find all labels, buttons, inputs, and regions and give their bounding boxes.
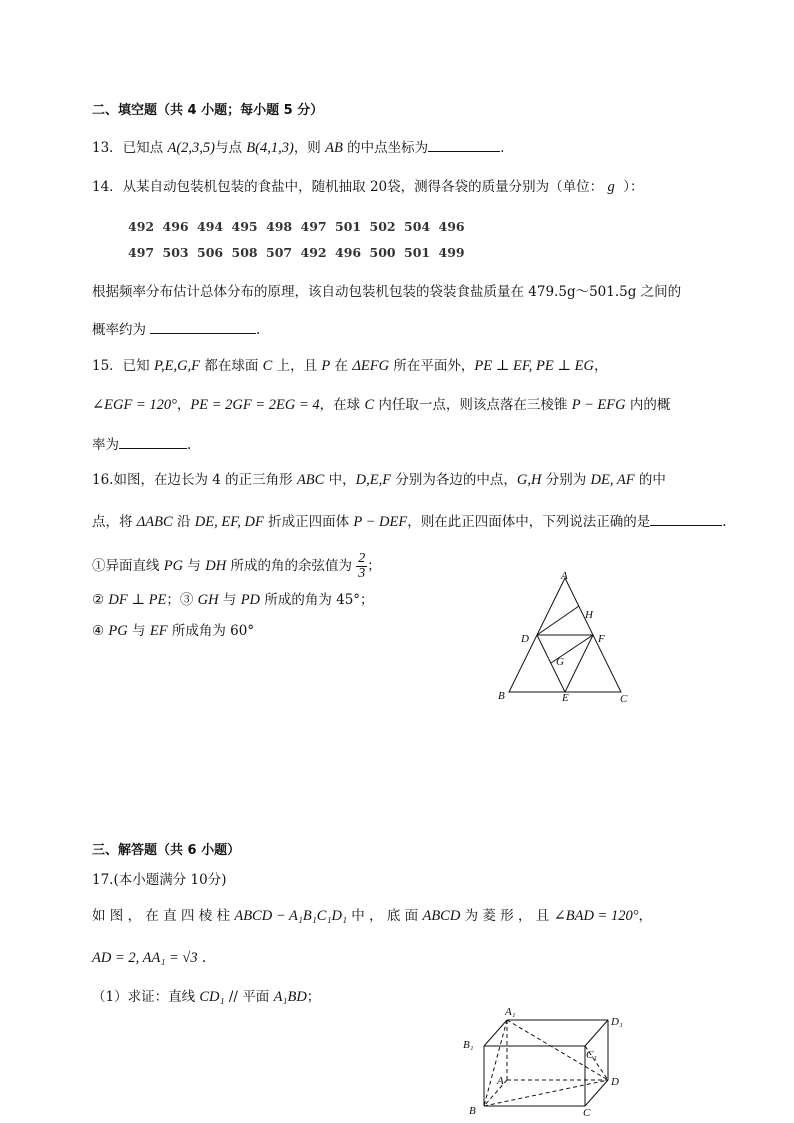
q15-answer-blank[interactable] — [119, 434, 187, 449]
q14-data-row-2 — [128, 245, 473, 260]
label-b1: B₁ — [463, 1039, 474, 1051]
q16-triangle: ABC — [296, 472, 325, 488]
fraction-denominator: 3 — [358, 566, 366, 581]
label-h: H — [585, 609, 593, 621]
q13-segment: AB — [325, 140, 343, 156]
q17-text: . — [197, 950, 207, 966]
segment-dh — [537, 606, 579, 635]
label-b: B — [469, 1105, 476, 1117]
q16-line-2 — [92, 511, 727, 532]
q16-text: 沿 — [172, 514, 195, 530]
triangle-figure — [490, 568, 640, 708]
q16-text: 所成的角的余弦值为 — [226, 558, 357, 574]
edge-a1b1 — [484, 1020, 507, 1046]
q16-tetrahedron: P − DEF — [353, 514, 408, 530]
q16-text: 16.如图，在边长为 4 的正三角形 — [92, 472, 297, 488]
q16-text: ①异面直线 — [92, 558, 164, 574]
q16-text: ；③ — [166, 592, 198, 608]
q16-line-gh: GH — [197, 592, 219, 608]
q14-data-value: 496 — [162, 219, 189, 234]
q17-text: 如 图 ， 在 直 四 棱 柱 — [92, 908, 235, 924]
q14-data-value: 502 — [369, 219, 396, 234]
label-d: D — [611, 1076, 619, 1088]
q15-text: 在 — [330, 358, 353, 374]
q17-prism: ABCD − A₁B₁C₁D₁ — [234, 908, 347, 924]
q15-text: 上，且 — [272, 358, 322, 374]
q15-text: 15．已知 — [92, 358, 154, 374]
q14-data-value: 506 — [197, 245, 224, 260]
q13-text: 与点 — [215, 140, 247, 156]
question-17-header: 17.(本小题满分 10分) — [92, 872, 227, 888]
q16-line-dh: DH — [205, 558, 227, 574]
q15-end: . — [187, 437, 192, 453]
q16-line-pg: PG — [108, 623, 128, 639]
q15-points: P,E,G,F — [153, 358, 201, 374]
q14-end: . — [256, 322, 261, 338]
q14-data-value: 501 — [404, 245, 431, 260]
q14-data-row-1 — [128, 219, 473, 234]
q16-answer-blank[interactable] — [650, 511, 722, 526]
q15-text: ， — [593, 358, 608, 374]
q16-text: ，则在此正四面体中，下列说法正确的是 — [407, 514, 651, 530]
q15-pyramid: P − EFG — [571, 397, 626, 413]
label-g: G — [556, 656, 564, 668]
q14-intro-end: ）： — [623, 179, 644, 195]
q13-text: 的中点坐标为 — [342, 140, 429, 156]
q14-data-value: 503 — [162, 245, 189, 260]
q17-text: 为 菱 形 ， 且 — [460, 908, 554, 924]
q16-text: 与 — [218, 592, 241, 608]
q15-text: 率为 — [92, 437, 119, 453]
q14-text: 概率约为 — [92, 322, 146, 338]
q15-perp: PE ⊥ EF, PE ⊥ EG — [474, 358, 594, 374]
segment-ef — [565, 635, 593, 692]
q17-part-1 — [92, 987, 320, 1007]
section-heading-fill-in: 二、填空题（共 4 小题；每小题 5 分） — [92, 103, 324, 118]
q14-intro: 14．从某自动包装机包装的食盐中，随机抽取 20袋，测得各袋的质量分别为（单位： — [92, 179, 604, 195]
q17-text: （1）求证：直线 — [92, 989, 200, 1005]
q13-answer-blank[interactable] — [428, 137, 500, 152]
q14-data-value: 499 — [438, 245, 465, 260]
q16-text: 与 — [127, 623, 150, 639]
q14-answer-blank[interactable] — [150, 319, 256, 334]
q16-text: 中， — [324, 472, 356, 488]
section-heading-solutions: 三、解答题（共 6 小题） — [92, 843, 241, 858]
q17-text: 中 ， 底 面 — [347, 908, 423, 924]
q16-text: 折成正四面体 — [263, 514, 354, 530]
q13-point-a: A(2,3,5) — [167, 140, 215, 156]
label-a: A — [561, 570, 568, 582]
question-17 — [92, 906, 652, 926]
q16-option-1 — [92, 552, 381, 581]
label-e: E — [562, 692, 569, 704]
q14-line-3 — [92, 319, 260, 340]
q14-data-value: 497 — [128, 245, 155, 260]
q14-data-value: 507 — [266, 245, 293, 260]
q16-text: 分别为各边的中点， — [391, 472, 517, 488]
label-c1: C₁ — [586, 1049, 598, 1061]
q14-data-value: 495 — [231, 219, 258, 234]
q16-option-2-3 — [92, 590, 374, 610]
q17-base: ABCD — [422, 908, 461, 924]
prism-figure — [455, 998, 635, 1120]
q16-text: 所成角为 60° — [167, 623, 255, 639]
q16-perp: DF ⊥ PE — [108, 592, 167, 608]
q14-unit: g — [607, 179, 615, 195]
label-d: D — [521, 633, 529, 645]
q15-text: ，在球 — [319, 397, 365, 413]
q15-text: 内任取一点，则该点落在三棱锥 — [374, 397, 572, 413]
q16-text: ② — [92, 592, 109, 608]
q16-text: 的中 — [634, 472, 666, 488]
q15-triangle: ΔEFG — [352, 358, 390, 374]
question-15 — [92, 356, 607, 376]
q15-sphere: C — [364, 397, 375, 413]
label-c: C — [583, 1107, 591, 1119]
q16-option-4 — [92, 621, 254, 641]
q17-line-cd1: CD₁ — [199, 989, 225, 1005]
q15-text: ， — [176, 397, 191, 413]
q16-line-pd: PD — [240, 592, 261, 608]
label-f: F — [598, 633, 605, 645]
question-13 — [92, 137, 504, 158]
q16-text: ； — [367, 558, 381, 574]
label-a1: A₁ — [505, 1006, 516, 1018]
q14-data-value: 504 — [404, 219, 431, 234]
q15-text: 内的概 — [625, 397, 671, 413]
q14-data-value: 492 — [300, 245, 327, 260]
q17-text: ， — [638, 908, 652, 924]
q16-text: 点，将 — [92, 514, 137, 530]
q15-sphere: C — [262, 358, 273, 374]
q14-data-value: 501 — [335, 219, 362, 234]
q16-text: 所成的角为 45°； — [260, 592, 374, 608]
q17-angle: ∠BAD = 120° — [553, 908, 639, 924]
q13-text: 13．已知点 — [92, 140, 168, 156]
q13-text: ，则 — [293, 140, 326, 156]
label-b: B — [498, 690, 505, 702]
q15-text: 都在球面 — [200, 358, 263, 374]
q14-data-value: 496 — [438, 219, 465, 234]
label-a: A — [497, 1075, 504, 1087]
question-14 — [92, 177, 644, 197]
q17-lengths: AD = 2, AA₁ = √3 — [92, 950, 198, 966]
q16-folds: DE, EF, DF — [194, 514, 264, 530]
q16-triangle: ΔABC — [136, 514, 173, 530]
q15-point-p: P — [321, 358, 331, 374]
q14-line-2: 根据频率分布估计总体分布的原理，该自动包装机包装的袋装食盐质量在 479.5g～501.5g 之间的 — [92, 284, 682, 300]
q16-fraction — [356, 552, 367, 581]
q14-data-value: 508 — [231, 245, 258, 260]
question-16 — [92, 470, 666, 490]
q13-end: . — [500, 140, 505, 156]
q17-plane: A₁BD — [273, 989, 307, 1005]
q15-equation: PE = 2GF = 2EG = 4 — [190, 397, 320, 413]
fraction-numerator: 2 — [358, 551, 366, 566]
q16-text: 分别为 — [541, 472, 591, 488]
q13-point-b: B(4,1,3) — [246, 140, 294, 156]
q16-text: 与 — [183, 558, 206, 574]
q14-data-value: 500 — [369, 245, 396, 260]
q15-line-3 — [92, 434, 191, 455]
label-d1: D₁ — [611, 1016, 623, 1028]
q17-text: ； — [306, 989, 321, 1005]
q14-data-value: 494 — [197, 219, 224, 234]
q16-midpoints: D,E,F — [355, 472, 392, 488]
q16-text: ④ — [92, 623, 109, 639]
label-c: C — [620, 693, 628, 705]
q14-data-value: 498 — [266, 219, 293, 234]
q15-text: 所在平面外， — [389, 358, 475, 374]
q15-angle: ∠EGF = 120° — [92, 397, 177, 413]
q16-line-ef: EF — [149, 623, 168, 639]
q14-data-value: 497 — [300, 219, 327, 234]
q16-end: . — [722, 514, 727, 530]
q17-text: // 平面 — [224, 989, 274, 1005]
q14-data-value: 492 — [128, 219, 155, 234]
edge-c1d1 — [585, 1020, 608, 1046]
q14-data-value: 496 — [335, 245, 362, 260]
q15-line-2 — [92, 395, 670, 415]
q16-points: G,H — [516, 472, 542, 488]
q16-segments: DE, AF — [590, 472, 635, 488]
q17-line-2 — [92, 948, 206, 968]
q16-line-pg: PG — [163, 558, 184, 574]
